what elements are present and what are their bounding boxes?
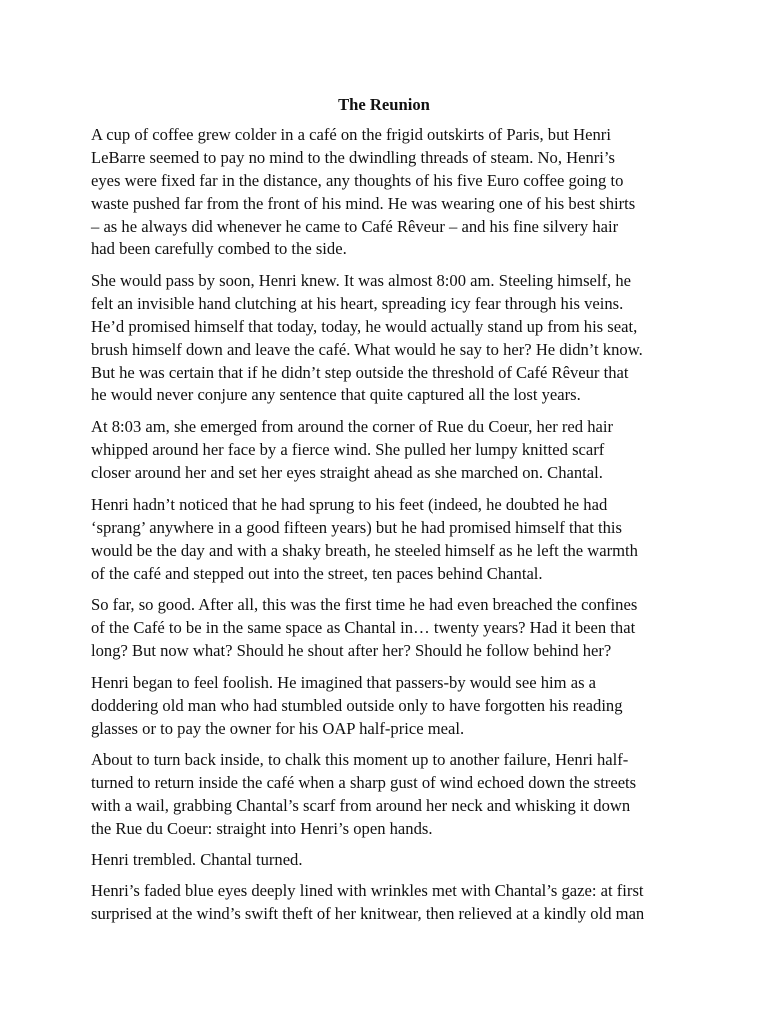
paragraph-1 [91,124,691,261]
paragraph-6 [91,672,691,741]
text-line: doddering old man who had stumbled outside only to have forgotten his reading [91,695,623,715]
text-line: She would pass by soon, Henri knew. It was almost 8:00 am. Steeling himself, he [91,271,631,290]
text-line: brush himself down and leave the café. What would he say to her? He didn’t know. [91,339,643,359]
text-line: But he was certain that if he didn’t step outside the threshold of Café Rêveur that [91,362,629,382]
paragraph-4 [91,494,691,586]
text-line: At 8:03 am, she emerged from around the corner of Rue du Coeur, her red hair [91,417,614,436]
text-line: Henri began to feel foolish. He imagined that passers-by would see him as a [91,673,597,692]
text-line: with a wail, grabbing Chantal’s scarf from around her neck and whisking it down [91,795,631,815]
text-line: surprised at the wind’s swift theft of her knitwear, then relieved at a kindly old man [91,903,645,923]
text-line: eyes were fixed far in the distance, any thoughts of his five Euro coffee going to [91,170,624,190]
text-line: – as he always did whenever he came to Café Rêveur – and his fine silvery hair [91,216,619,236]
paragraph-7 [91,749,691,841]
text-line: would be the day and with a shaky breath, he steeled himself as he left the warmth [91,540,638,560]
text-line: So far, so good. After all, this was the first time he had even breached the confines [91,595,638,614]
paragraph-5 [91,594,691,663]
text-line: whipped around her face by a fierce wind. She pulled her lumpy knitted scarf [91,439,605,459]
paragraph-9 [91,880,691,926]
text-line: had been carefully combed to the side. [91,239,347,259]
text-line: felt an invisible hand clutching at his heart, spreading icy fear through his veins. [91,293,624,313]
text-line: About to turn back inside, to chalk this moment up to another failure, Henri half- [91,750,629,769]
text-line: turned to return inside the café when a sharp gust of wind echoed down the streets [91,772,637,792]
text-line: of the café and stepped out into the street, ten paces behind Chantal. [91,563,543,583]
text-line: LeBarre seemed to pay no mind to the dwindling threads of steam. No, Henri’s [91,147,615,167]
text-line: he would never conjure any sentence that quite captured all the lost years. [91,385,581,405]
text-line: closer around her and set her eyes straight ahead as she marched on. Chantal. [91,462,603,482]
text-line: glasses or to pay the owner for his OAP half-price meal. [91,718,465,738]
text-line: ‘sprang’ anywhere in a good fifteen years) but he had promised himself that this [91,517,622,537]
text-line: long? But now what? Should he shout after her? Should he follow behind her? [91,640,612,660]
text-line: the Rue du Coeur: straight into Henri’s open hands. [91,818,433,838]
document-title: The Reunion [338,95,430,114]
paragraph-2 [91,270,691,407]
text-line: A cup of coffee grew colder in a café on the frigid outskirts of Paris, but Henri [91,125,611,144]
text-line: He’d promised himself that today, today, he would actually stand up from his seat, [91,316,638,336]
text-line: Henri’s faded blue eyes deeply lined with wrinkles met with Chantal’s gaze: at first [91,881,644,900]
text-line: Henri trembled. Chantal turned. [91,850,303,869]
text-line: of the Café to be in the same space as Chantal in… twenty years? Had it been that [91,617,636,637]
text-line: waste pushed far from the front of his mind. He was wearing one of his best shirts [91,193,636,213]
paragraph-8 [91,849,691,872]
text-line: Henri hadn’t noticed that he had sprung to his feet (indeed, he doubted he had [91,495,608,514]
paragraph-3 [91,416,691,485]
